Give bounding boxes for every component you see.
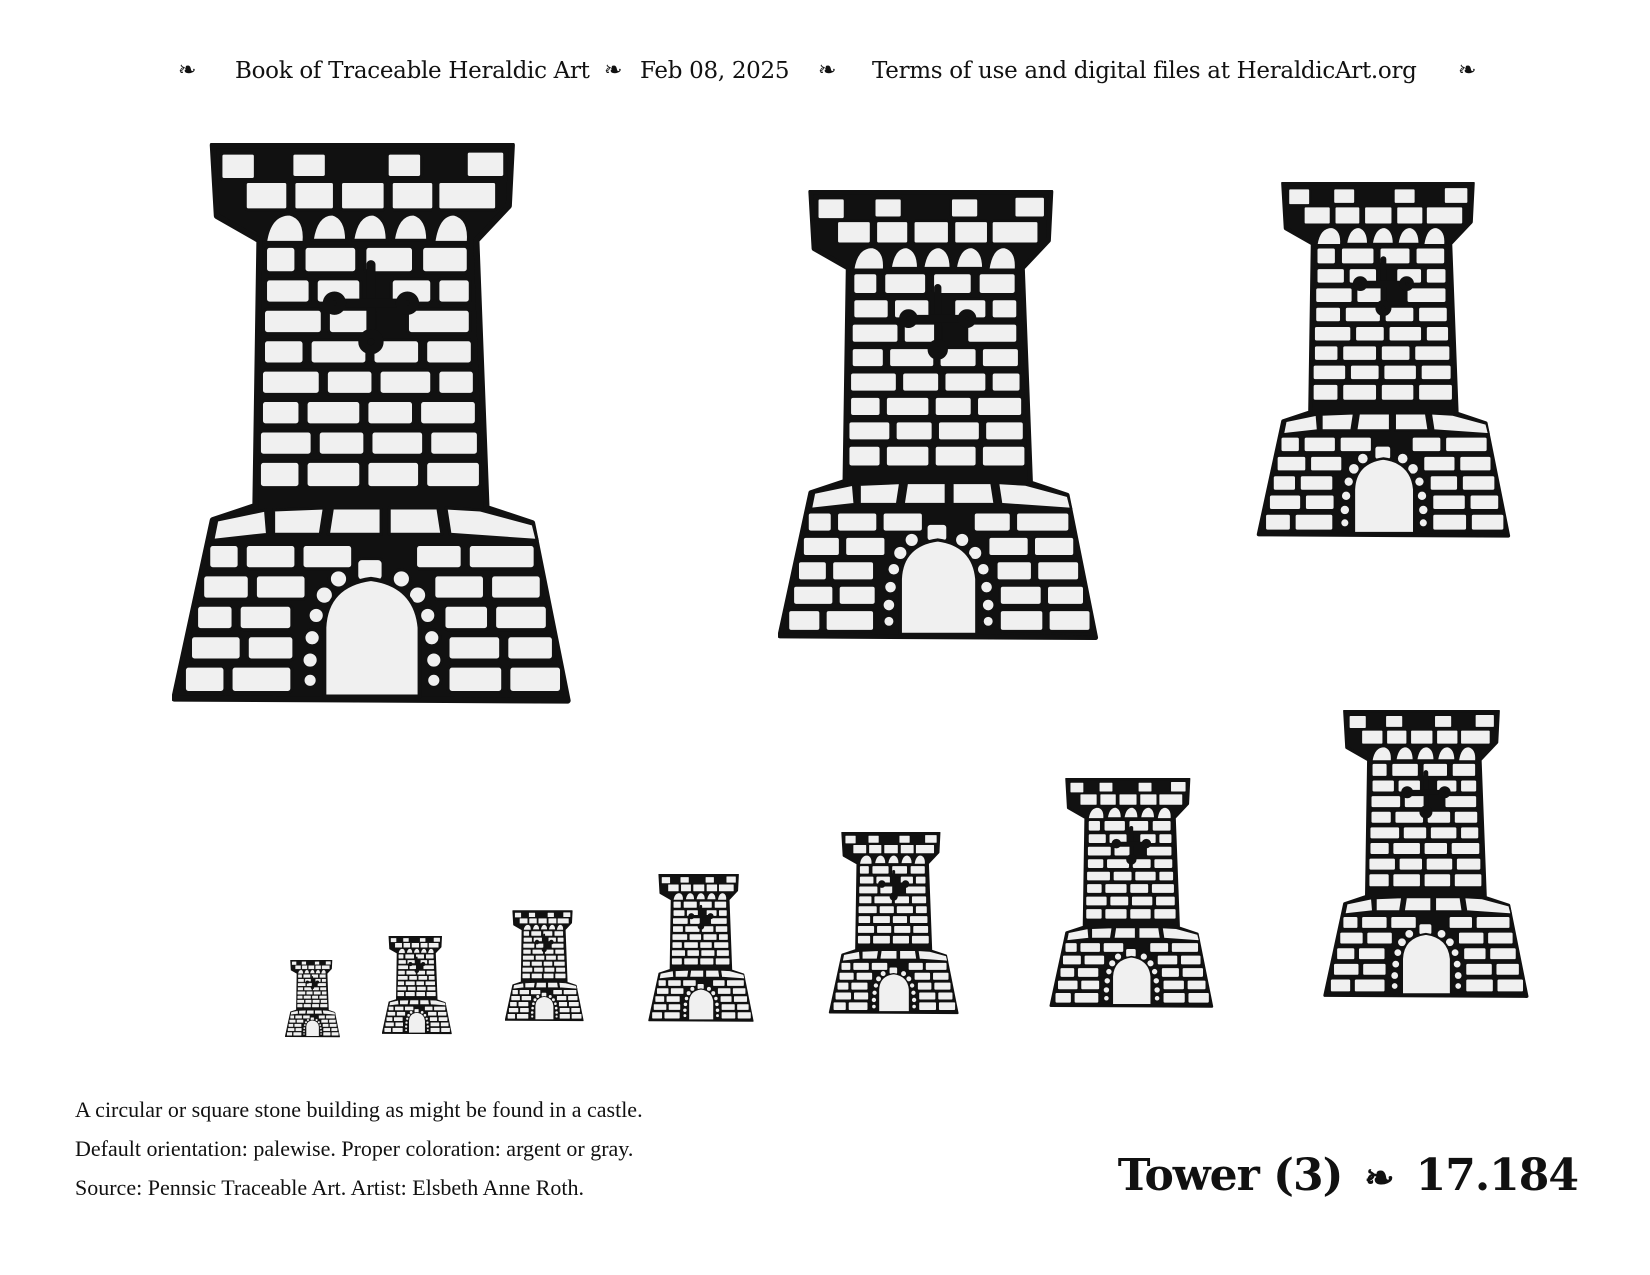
terms-of-use: Terms of use and digital files at HeraldicArt.org bbox=[872, 58, 1417, 84]
tower-icon bbox=[1259, 183, 1509, 535]
tower-icon bbox=[1325, 711, 1527, 996]
tower-icon bbox=[649, 875, 753, 1021]
tower-icon bbox=[1051, 779, 1212, 1007]
tower-icon bbox=[285, 960, 339, 1037]
description-line: Source: Pennsic Traceable Art. Artist: Elsbeth Anne Roth. bbox=[75, 1175, 585, 1200]
header-date: Feb 08, 2025 bbox=[640, 58, 790, 84]
leaf-ornament-icon: ❧ bbox=[178, 58, 197, 83]
tower-icon bbox=[382, 936, 451, 1033]
tower-icon bbox=[830, 833, 958, 1013]
leaf-ornament-icon: ❧ bbox=[1364, 1157, 1394, 1199]
book-title: Book of Traceable Heraldic Art bbox=[235, 58, 590, 84]
tower-icon bbox=[174, 145, 567, 701]
description-line: Default orientation: palewise. Proper coloration: argent or gray. bbox=[75, 1136, 634, 1161]
description-line: A circular or square stone building as might be found in a castle. bbox=[75, 1097, 643, 1122]
plate-number: 17.184 bbox=[1415, 1150, 1578, 1201]
tower-icon bbox=[780, 192, 1096, 638]
plate-name: Tower (3) bbox=[1117, 1150, 1343, 1201]
leaf-ornament-icon: ❧ bbox=[1458, 58, 1477, 83]
description-block bbox=[75, 1090, 643, 1207]
leaf-ornament-icon: ❧ bbox=[604, 58, 623, 83]
leaf-ornament-icon: ❧ bbox=[818, 58, 837, 83]
tower-icon bbox=[505, 911, 583, 1021]
plate-title bbox=[1118, 1150, 1578, 1201]
